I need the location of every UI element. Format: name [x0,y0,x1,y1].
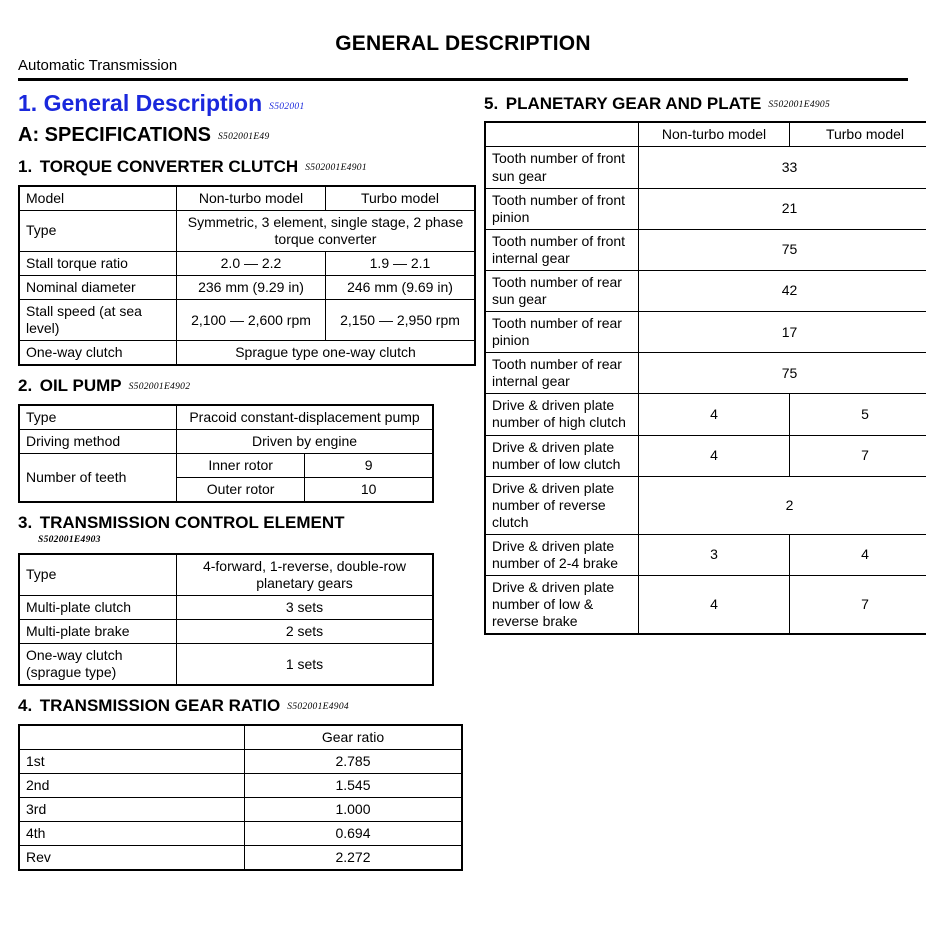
cell-label: 4th [19,822,245,846]
document-title: GENERAL DESCRIPTION [335,32,591,55]
cell-non-turbo: 3 [639,534,790,575]
gear-ratio-heading [18,696,458,716]
cell-label: Drive & driven plate number of low & reverse brake [485,576,639,635]
cell-value: 4-forward, 1-reverse, double-row planetary gears [177,554,434,596]
cell-label: Drive & driven plate number of high clutch [485,394,639,435]
oil-pump-number: 2. [18,376,33,396]
cell-label: Type [19,554,177,596]
cell-label: 2nd [19,773,245,797]
table-row [19,252,475,276]
cell-non-turbo: 236 mm (9.29 in) [177,276,326,300]
table-row [485,394,926,435]
page-header [0,0,926,74]
planetary-title: PLANETARY GEAR AND PLATE [505,94,762,113]
general-description-number: 1. [18,90,38,116]
cell-label: One-way clutch (sprague type) [19,644,177,686]
torque-converter-table [18,185,476,367]
specifications-title: SPECIFICATIONS [44,124,211,147]
header-divider [18,78,908,81]
cell-span-value: 33 [639,147,926,188]
table-row [19,773,462,797]
cell-inner-rotor-value: 9 [305,454,433,478]
table-row [485,312,926,353]
cell-value: 1 sets [177,644,434,686]
cell-label: Tooth number of front pinion [485,188,639,229]
cell-label: Type [19,405,177,430]
cell-label: Stall speed (at sea level) [19,300,177,341]
torque-converter-refcode: S502001E4901 [305,163,367,174]
column-header-turbo: Turbo model [790,122,926,147]
cell-span-value: Pracoid constant-displacement pump [177,405,434,430]
cell-label: Drive & driven plate number of reverse clutch [485,476,639,534]
cell-outer-rotor-value: 10 [305,478,433,503]
control-element-heading [18,513,458,546]
table-row [19,798,462,822]
cell-value: 1.000 [245,798,463,822]
planetary-heading [484,94,908,114]
control-element-refcode: S502001E4903 [38,534,101,545]
cell-non-turbo: 2,100 — 2,600 rpm [177,300,326,341]
control-element-number: 3. [18,513,33,533]
table-row [19,210,475,251]
gear-ratio-title: TRANSMISSION GEAR RATIO [39,696,281,716]
cell-value: 2.272 [245,846,463,871]
cell-label: Tooth number of front internal gear [485,229,639,270]
table-row [19,454,433,478]
cell-value: 0.694 [245,822,463,846]
table-row [19,596,433,620]
cell-value: 1.545 [245,773,463,797]
table-row [485,435,926,476]
cell-turbo: 1.9 — 2.1 [326,252,476,276]
cell-label: Rev [19,846,245,871]
column-header-blank [19,725,245,750]
cell-span-value: 21 [639,188,926,229]
cell-non-turbo: 4 [639,576,790,635]
cell-label: Tooth number of rear internal gear [485,353,639,394]
planetary-refcode: S502001E4905 [768,100,831,110]
cell-non-turbo: 4 [639,435,790,476]
oil-pump-refcode: S502001E4902 [128,382,191,393]
cell-value: 3 sets [177,596,434,620]
cell-label: Type [19,210,177,251]
table-row [19,822,462,846]
cell-label: Multi-plate clutch [19,596,177,620]
table-row [19,429,433,453]
cell-inner-rotor-label: Inner rotor [177,454,305,478]
table-row [485,534,926,575]
column-header-non-turbo: Non-turbo model [639,122,790,147]
cell-value: 2 sets [177,620,434,644]
left-column [18,84,464,873]
control-element-table [18,553,434,686]
cell-label: Tooth number of front sun gear [485,147,639,188]
gear-ratio-number: 4. [18,696,33,716]
cell-label: Drive & driven plate number of 2-4 brake [485,534,639,575]
cell-span-value: 75 [639,353,926,394]
cell-turbo: 7 [790,576,926,635]
table-row [19,620,433,644]
table-row [485,353,926,394]
table-row [19,749,462,773]
oil-pump-heading [18,376,458,396]
cell-label: Drive & driven plate number of low clutch [485,435,639,476]
cell-non-turbo: Non-turbo model [177,186,326,211]
general-description-refcode: S502001 [269,102,305,112]
cell-span-value: Symmetric, 3 element, single stage, 2 phase torque converter [177,210,476,251]
torque-converter-number: 1. [18,157,33,177]
cell-span-value: Driven by engine [177,429,434,453]
table-header-row [485,122,926,147]
column-header-gear-ratio: Gear ratio [245,725,463,750]
cell-turbo: 246 mm (9.69 in) [326,276,476,300]
column-header-blank [485,122,639,147]
cell-non-turbo: 4 [639,394,790,435]
cell-label: Tooth number of rear pinion [485,312,639,353]
table-row [485,229,926,270]
cell-span-value: 42 [639,270,926,311]
table-row [485,476,926,534]
table-row [485,270,926,311]
cell-label: Multi-plate brake [19,620,177,644]
table-row [19,300,475,341]
cell-label: Driving method [19,429,177,453]
table-row [19,405,433,430]
specifications-refcode: S502001E49 [217,132,270,143]
cell-value: 2.785 [245,749,463,773]
cell-outer-rotor-label: Outer rotor [177,478,305,503]
planetary-number: 5. [484,94,499,113]
table-row [485,576,926,635]
cell-label: 3rd [19,798,245,822]
cell-turbo: 7 [790,435,926,476]
table-header-row [19,725,462,750]
cell-turbo: 2,150 — 2,950 rpm [326,300,476,341]
oil-pump-table [18,404,434,503]
cell-turbo: Turbo model [326,186,476,211]
cell-span-value: Sprague type one-way clutch [177,341,476,366]
cell-turbo: 4 [790,534,926,575]
torque-converter-heading [18,157,458,177]
table-row [19,846,462,871]
cell-label: 1st [19,749,245,773]
right-column [484,84,908,637]
cell-non-turbo: 2.0 — 2.2 [177,252,326,276]
torque-converter-title: TORQUE CONVERTER CLUTCH [39,157,299,177]
control-element-title: TRANSMISSION CONTROL ELEMENT [39,513,345,533]
planetary-gear-table [484,121,926,635]
section-name: Automatic Transmission [18,57,178,74]
cell-span-value: 2 [639,476,926,534]
cell-label: Tooth number of rear sun gear [485,270,639,311]
table-row [485,188,926,229]
general-description-heading [18,90,458,116]
cell-label: One-way clutch [19,341,177,366]
gear-ratio-refcode: S502001E4904 [287,702,349,713]
cell-span-value: 17 [639,312,926,353]
cell-turbo: 5 [790,394,926,435]
oil-pump-title: OIL PUMP [39,376,122,396]
specifications-heading [18,124,458,147]
cell-span-value: 75 [639,229,926,270]
table-row [19,341,475,366]
specifications-label: A: [18,124,40,147]
cell-label: Model [19,186,177,211]
table-row [485,147,926,188]
table-row [19,644,433,686]
cell-label: Stall torque ratio [19,252,177,276]
table-row [19,554,433,596]
table-row [19,276,475,300]
table-row [19,186,475,211]
cell-label: Nominal diameter [19,276,177,300]
gear-ratio-table [18,724,463,871]
cell-label: Number of teeth [19,454,177,503]
general-description-title: General Description [43,90,263,116]
